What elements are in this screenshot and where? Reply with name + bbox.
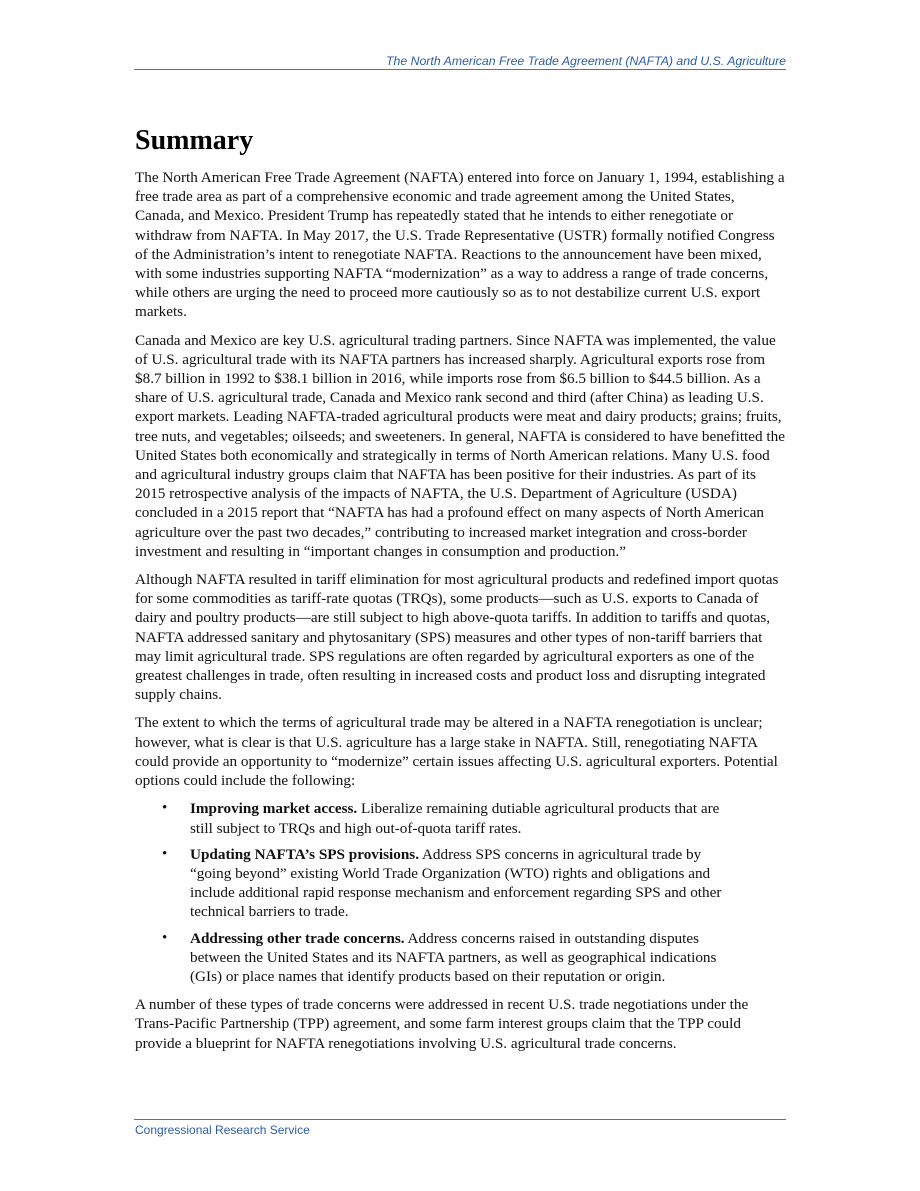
footer-rule <box>134 1119 786 1120</box>
section-heading: Summary <box>135 125 254 156</box>
bullet-lead: Updating NAFTA’s SPS provisions. <box>190 845 419 863</box>
running-header: The North American Free Trade Agreement (NAFTA) and U.S. Agriculture <box>385 54 786 68</box>
paragraph-trade-partners: Canada and Mexico are key U.S. agricultural trading partners. Since NAFTA was implemented, the value of U.S. agricultural trade with its NAFTA partners has increased sharply. Agricultural exports rose from $8.7 billion in 1992 to $38.1 billion in 2016, while imports rose from $6.5 billion to $44.5 billion. As a share of U.S. agricultural trade, Canada and Mexico rank second and third (after China) as leading U.S. export markets. Leading NAFTA-traded agricultural products were meat and dairy products; grains; fruits, tree nuts, and vegetables; oilseeds; and sweeteners. In general, NAFTA is considered to have benefitted the United States both economically and strategically in terms of North American relations. Many U.S. food and agricultural industry groups claim that NAFTA has been positive for their industries. As part of its 2015 retrospective analysis of the impacts of NAFTA, the U.S. Department of Agriculture (USDA) concluded in a 2015 report that “NAFTA has had a profound effect on many aspects of North American agriculture over the past two decades,” contributing to increased market integration and cross-border investment and resulting in “important changes in consumption and production.” <box>135 331 785 560</box>
bullet-text: Address concerns raised in outstanding disputes between the United States and its NAFTA partners, as well as geographical indications (GIs) or place names that identify products based on their reputation or origin. <box>190 929 717 985</box>
summary-section <box>135 124 787 1062</box>
bullet-text: Liberalize remaining dutiable agricultural products that are still subject to TRQs and high out-of-quota tariff rates. <box>190 800 720 837</box>
bullet-lead: Improving market access. <box>190 800 358 818</box>
list-item <box>135 799 787 837</box>
paragraph-renegotiation: The extent to which the terms of agricultural trade may be altered in a NAFTA renegotiation is unclear; however, what is clear is that U.S. agriculture has a large stake in NAFTA. Still, renegotiating NAFTA could provide an opportunity to “modernize” certain issues affecting U.S. agricultural exporters. Potential options could include the following: <box>135 714 778 790</box>
list-item <box>135 845 787 922</box>
list-item <box>135 929 787 987</box>
bullet-lead: Addressing other trade concerns. <box>190 929 405 947</box>
paragraph-intro: The North American Free Trade Agreement (NAFTA) entered into force on January 1, 1994, establishing a free trade area as part of a comprehensive economic and trade agreement among the United States, Canada, and Mexico. President Trump has repeatedly stated that he intends to either renegotiate or withdraw from NAFTA. In May 2017, the U.S. Trade Representative (USTR) formally notified Congress of the Administration’s intent to renegotiate NAFTA. Reactions to the announcement have been mixed, with some industries supporting NAFTA “modernization” as a way to address a range of trade concerns, while others are urging the need to proceed more cautiously so as to not destabilize current U.S. export markets. <box>135 169 785 321</box>
header-rule <box>134 69 786 70</box>
bullet-text: Address SPS concerns in agricultural trade by “going beyond” existing World Trade Organization (WTO) rights and obligations and include additional rapid response mechanism and enforcement regarding SPS and other technical barriers to trade. <box>190 845 722 921</box>
options-list <box>135 799 787 986</box>
paragraph-tariffs: Although NAFTA resulted in tariff elimination for most agricultural products and redefined import quotas for some commodities as tariff-rate quotas (TRQs), some products—such as U.S. exports to Canada of dairy and poultry products—are still subject to high above-quota tariffs. In addition to tariffs and quotas, NAFTA addressed sanitary and phytosanitary (SPS) measures and other types of non-tariff barriers that may limit agricultural trade. SPS regulations are often regarded by agricultural exporters as one of the greatest challenges in trade, often resulting in increased costs and product loss and disrupting integrated supply chains. <box>135 571 779 704</box>
footer-publisher: Congressional Research Service <box>135 1123 310 1137</box>
paragraph-closing: A number of these types of trade concerns were addressed in recent U.S. trade negotiations under the Trans-Pacific Partnership (TPP) agreement, and some farm interest groups claim that the TPP could provide a blueprint for NAFTA renegotiations involving U.S. agricultural trade concerns. <box>135 996 749 1052</box>
